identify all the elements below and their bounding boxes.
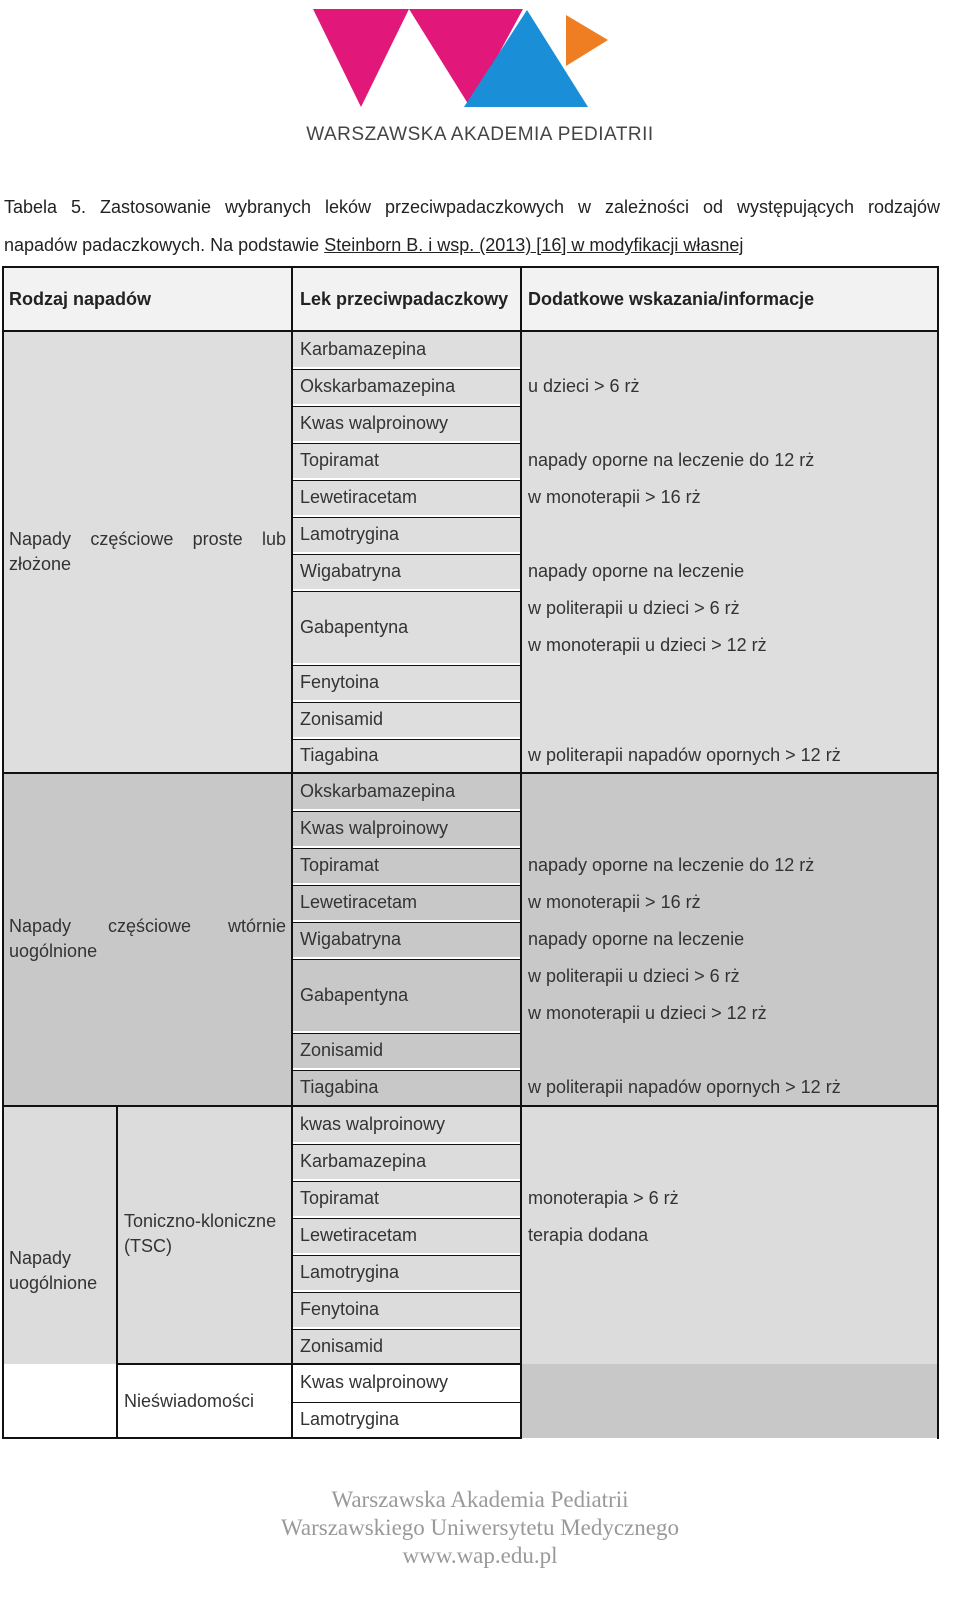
row-rule	[293, 1329, 520, 1330]
section3-label	[2, 1246, 116, 1296]
drug-cell: Topiramat	[300, 855, 380, 875]
drug-cell: Tiagabina	[300, 745, 379, 765]
row-rule	[293, 591, 520, 592]
drug-cell: Lamotrygina	[300, 1262, 400, 1282]
section1-label	[2, 527, 292, 577]
row-rule	[293, 1181, 520, 1182]
header-additional-info: Dodatkowe wskazania/informacje	[528, 288, 815, 309]
drug-cell: Zonisamid	[300, 1335, 384, 1356]
note-cell: w monoterapii > 16 rż	[528, 892, 701, 912]
table-rule	[2, 266, 4, 1439]
note-cell: w politerapii u dzieci > 6 rż	[528, 598, 740, 618]
drug-cell: Wigabatryna	[300, 929, 402, 949]
logo-text: WARSZAWSKA AKADEMIA PEDIATRII	[306, 124, 654, 145]
drug-cell: Lamotrygina	[300, 1409, 400, 1429]
footer-line-3[interactable]: www.wap.edu.pl	[402, 1543, 558, 1568]
section2-label	[2, 914, 292, 964]
row-rule	[293, 1218, 520, 1219]
subgroup-absence-label: Nieświadomości	[124, 1390, 255, 1411]
drug-cell: Kwas walproinowy	[300, 413, 449, 433]
row-rule	[293, 517, 520, 518]
row-rule	[293, 1033, 520, 1034]
table-rule	[2, 1437, 294, 1439]
caption-line-2-text: napadów padaczkowych. Na podstawie	[4, 235, 325, 255]
row-rule	[293, 369, 520, 370]
section3-label-text: Napady uogólnione	[9, 1248, 98, 1293]
row-rule	[293, 739, 520, 740]
row-rule	[293, 922, 520, 923]
subgroup-tsc-label-text: Toniczno-kloniczne (TSC)	[124, 1211, 277, 1256]
row-rule	[293, 1402, 520, 1403]
logo-orange-triangle	[566, 15, 608, 66]
note-cell: w politerapii napadów opornych > 12 rż	[528, 745, 841, 765]
table-rule	[2, 330, 939, 332]
drug-cell: Lewetiracetam	[300, 1225, 418, 1245]
row-rule	[293, 885, 520, 886]
drug-cell: Topiramat	[300, 1188, 380, 1208]
drug-cell: Zonisamid	[300, 1040, 384, 1060]
note-cell: napady oporne na leczenie do 12 rż	[528, 450, 815, 470]
table-rule	[116, 1363, 521, 1365]
drug-cell: Tiagabina	[300, 1077, 379, 1097]
caption-citation-link[interactable]: Steinborn B. i wsp. (2013) [16] w modyfikacji własnej	[324, 235, 744, 255]
note-cell: w politerapii napadów opornych > 12 rż	[528, 1077, 841, 1097]
drug-cell: Karbamazepina	[300, 1151, 427, 1171]
row-rule	[293, 1255, 520, 1256]
drug-cell: Okskarbamazepina	[300, 376, 456, 396]
header-drug: Lek przeciwpadaczkowy	[300, 288, 509, 309]
note-cell: terapia dodana	[528, 1225, 649, 1245]
drug-cell: Lamotrygina	[300, 524, 400, 544]
drug-cell: Zonisamid	[300, 709, 384, 729]
section2-label-text: Napady częściowe wtórnie uogólnione	[9, 916, 286, 961]
row-rule	[293, 1144, 520, 1145]
caption-line-2	[4, 235, 743, 255]
subgroup-tsc-label	[117, 1209, 292, 1259]
caption-line-1: Tabela 5. Zastosowanie wybranych leków przeciwpadaczkowych w zależności od występujących rodzajów	[4, 197, 940, 217]
row-rule	[293, 959, 520, 960]
note-cell: w monoterapii > 16 rż	[528, 487, 701, 507]
table-rule	[937, 266, 939, 1439]
row-rule	[293, 554, 520, 555]
row-rule	[293, 702, 520, 703]
drug-cell: Karbamazepina	[300, 339, 427, 359]
section3-absence-bg	[520, 1364, 938, 1438]
note-cell: napady oporne na leczenie	[528, 929, 745, 949]
row-rule	[293, 1292, 520, 1293]
footer	[0, 1486, 960, 1570]
drug-cell: Topiramat	[300, 450, 380, 470]
note-cell: w monoterapii u dzieci > 12 rż	[528, 1003, 767, 1023]
footer-line-2: Warszawskiego Uniwersytetu Medycznego	[281, 1515, 679, 1540]
drug-cell: Gabapentyna	[300, 616, 409, 637]
footer-line-1: Warszawska Akademia Pediatrii	[331, 1487, 629, 1512]
row-rule	[293, 406, 520, 407]
note-cell: w monoterapii u dzieci > 12 rż	[528, 635, 767, 655]
note-cell: monoterapia > 6 rż	[528, 1188, 679, 1208]
logo-magenta-triangle-left	[313, 9, 409, 107]
header-seizure-type: Rodzaj napadów	[9, 288, 152, 309]
drug-cell: Lewetiracetam	[300, 487, 418, 507]
drug-cell: Lewetiracetam	[300, 892, 418, 912]
table-rule	[520, 266, 522, 1439]
row-rule	[293, 1070, 520, 1071]
drug-cell: Kwas walproinowy	[300, 818, 449, 838]
row-rule	[293, 480, 520, 481]
note-cell: u dzieci > 6 rż	[528, 376, 640, 396]
section1-label-text: Napady częściowe proste lub złożone	[9, 529, 286, 574]
table-rule	[291, 266, 293, 1439]
note-cell: napady oporne na leczenie	[528, 561, 745, 581]
drug-cell: Kwas walproinowy	[300, 1372, 449, 1392]
row-rule	[293, 811, 520, 812]
drug-cell: Okskarbamazepina	[300, 781, 456, 801]
table-rule	[2, 1105, 939, 1107]
note-cell: w politerapii u dzieci > 6 rż	[528, 966, 740, 986]
drug-cell: Gabapentyna	[300, 984, 409, 1005]
row-rule	[293, 665, 520, 666]
note-cell: napady oporne na leczenie do 12 rż	[528, 855, 815, 875]
table-caption	[4, 188, 940, 264]
table-rule	[116, 1105, 118, 1439]
row-rule	[293, 848, 520, 849]
row-rule	[293, 443, 520, 444]
table-rule	[2, 772, 939, 774]
table-rule	[291, 1437, 521, 1439]
drug-cell: Fenytoina	[300, 1299, 380, 1319]
table-rule	[2, 266, 939, 268]
drug-cell: kwas walproinowy	[300, 1114, 446, 1134]
drug-cell: Wigabatryna	[300, 561, 402, 581]
drug-cell: Fenytoina	[300, 672, 380, 692]
